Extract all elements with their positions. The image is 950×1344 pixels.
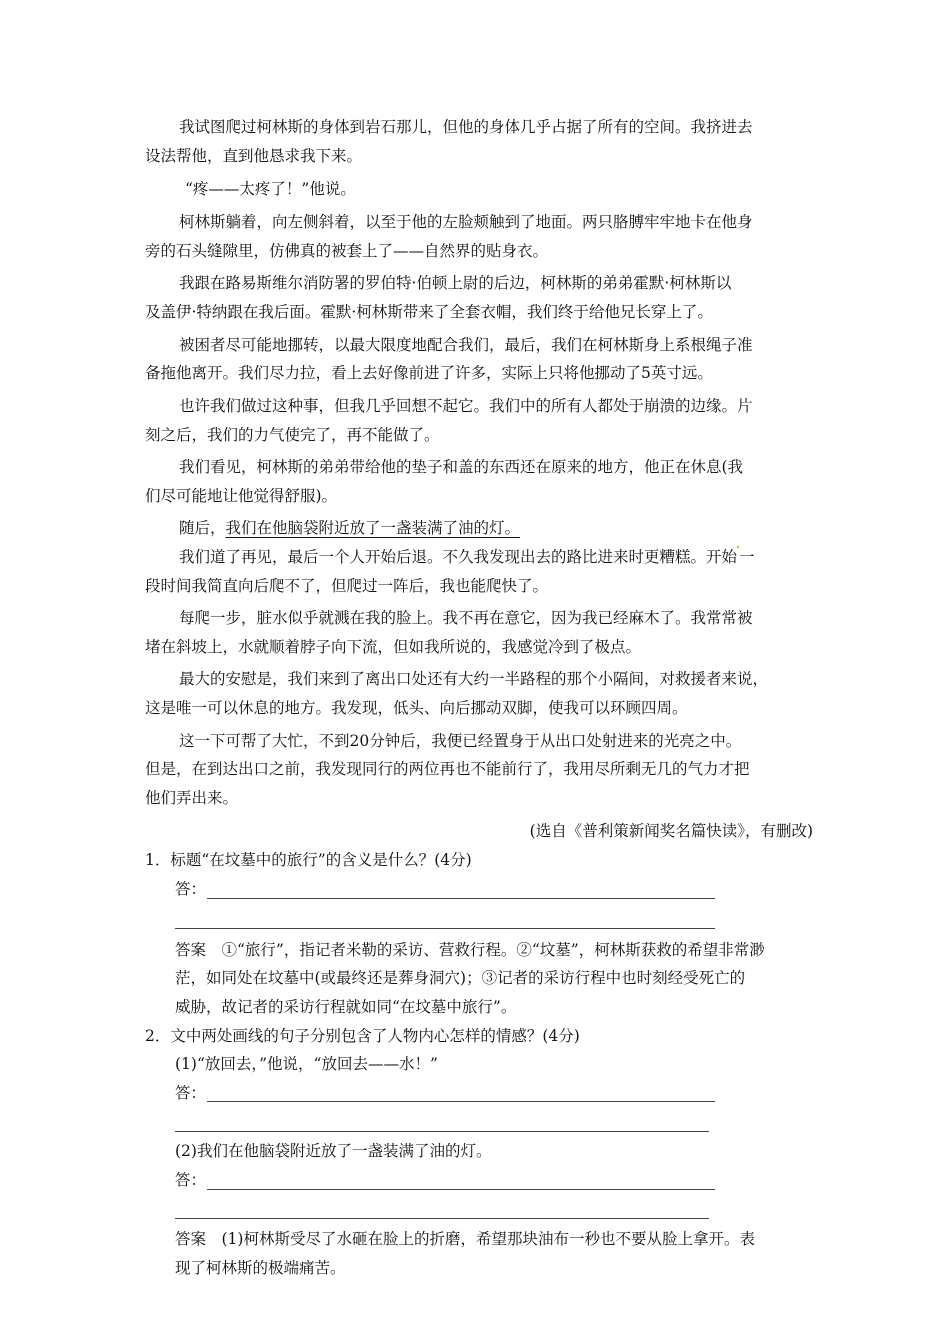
passage-line: 段时间我简直向后爬不了，但爬过一阵后，我也能爬快了。	[145, 577, 549, 595]
passage-line: 这是唯一可以休息的地方。我发现，低头、向后挪动双脚，使我可以环顾四周。	[145, 699, 688, 717]
passage-line: 我跟在路易斯维尔消防署的罗伯特·伯顿上尉的后边，柯林斯的弟弟霍默·柯林斯以	[179, 274, 732, 292]
passage-line: 们尽可能地让他觉得舒服)。	[145, 487, 338, 505]
question-2-title: 2．文中两处画线的句子分别包含了人物内心怎样的情感？(4分)	[145, 1027, 580, 1045]
passage-line: 及盖伊·特纳跟在我后面。霍默·柯林斯带来了全套衣帽，我们终于给他兄长穿上了。	[145, 303, 713, 321]
answer-key-line: 答案 ①“旅行”，指记者米勒的采访、营救行程。②“坟墓”，柯林斯获救的希望非常渺	[175, 941, 765, 959]
passage-line: 每爬一步，脏水似乎就溅在我的脸上。我不再在意它，因为我已经麻木了。我常常被	[179, 609, 753, 627]
passage-line: 备拖他离开。我们尽力拉，看上去好像前进了许多，实际上只将他挪动了5英寸远。	[145, 364, 713, 382]
passage-text: 一	[739, 548, 755, 566]
answer-key-line: 答案 (1)柯林斯受尽了水砸在脸上的折磨，希望那块油布一秒也不要从脸上拿开。表	[175, 1230, 755, 1248]
passage-line: 我们看见，柯林斯的弟弟带给他的垫子和盖的东西还在原来的地方，他正在休息(我	[179, 458, 744, 476]
answer-line[interactable]	[207, 898, 715, 899]
answer-line[interactable]	[175, 1218, 709, 1219]
question-2-answer-label: 答：	[175, 1171, 207, 1189]
question-2-sub2: (2)我们在他脑袋附近放了一盏装满了油的灯。	[175, 1142, 492, 1160]
source-citation: (选自《普利策新闻奖名篇快读》，有删改)	[529, 822, 813, 840]
passage-line: 旁的石头缝隙里，仿佛真的被套上了——自然界的贴身衣。	[145, 242, 549, 260]
passage-line: 堵在斜坡上，水就顺着脖子向下流，但如我所说的，我感觉冷到了极点。	[145, 638, 642, 656]
passage-line: 也许我们做过这种事，但我几乎回想不起它。我们中的所有人都处于崩溃的边缘。片	[179, 397, 753, 415]
answer-line[interactable]	[207, 1101, 715, 1102]
underlined-sentence: 我们在他脑袋附近放了一盏装满了油的灯。	[225, 519, 521, 537]
answer-key-line: 威胁，故记者的采访行程就如同“在坟墓中旅行”。	[175, 998, 517, 1016]
passage-line: 设法帮他，直到他恳求我下来。	[145, 147, 363, 165]
passage-line	[179, 517, 520, 539]
question-2-sub1: (1)“放回去，”他说，“放回去——水！”	[175, 1055, 438, 1073]
passage-text: 我们道了再见，最后一个人开始后退。不久我发现出去的路比进来时更糟糕。开始	[179, 548, 738, 566]
passage-line: 他们弄出来。	[145, 789, 239, 807]
passage-line: 柯林斯躺着，向左侧斜着，以至于他的左脸颊触到了地面。两只胳膊牢牢地卡在他身	[179, 213, 753, 231]
passage-text: 随后，	[179, 519, 226, 537]
answer-key-line: 现了柯林斯的极端痛苦。	[175, 1259, 346, 1277]
answer-line[interactable]	[175, 1131, 709, 1132]
answer-key-line: 茫，如同处在坟墓中(或最终还是葬身洞穴)；③记者的采访行程中也时刻经受死亡的	[175, 969, 746, 987]
answer-line[interactable]	[175, 928, 715, 929]
passage-line: 我试图爬过柯林斯的身体到岩石那儿，但他的身体几乎占据了所有的空间。我挤进去	[179, 118, 753, 136]
question-1-title: 1．标题“在坟墓中的旅行”的含义是什么？(4分)	[145, 851, 472, 869]
question-2-answer-label: 答：	[175, 1084, 207, 1102]
passage-line: 被困者尽可能地挪转，以最大限度地配合我们，最后，我们在柯林斯身上系根绳子准	[179, 336, 753, 354]
question-1-answer-label: 答：	[175, 880, 207, 898]
passage-line: 但是，在到达出口之前，我发现同行的两位再也不能前行了，我用尽所剩无几的气力才把	[145, 760, 750, 778]
answer-line[interactable]	[207, 1189, 715, 1190]
passage-line: “疼——太疼了！”他说。	[185, 180, 356, 198]
passage-line: 最大的安慰是，我们来到了离出口处还有大约一半路程的那个小隔间，对救援者来说，	[179, 670, 769, 688]
passage-line	[179, 546, 755, 568]
passage-line: 刻之后，我们的力气使完了，再不能做了。	[145, 426, 440, 444]
passage-line: 这一下可帮了大忙，不到20分钟后，我便已经置身于从出口处射进来的光亮之中。	[179, 732, 742, 750]
